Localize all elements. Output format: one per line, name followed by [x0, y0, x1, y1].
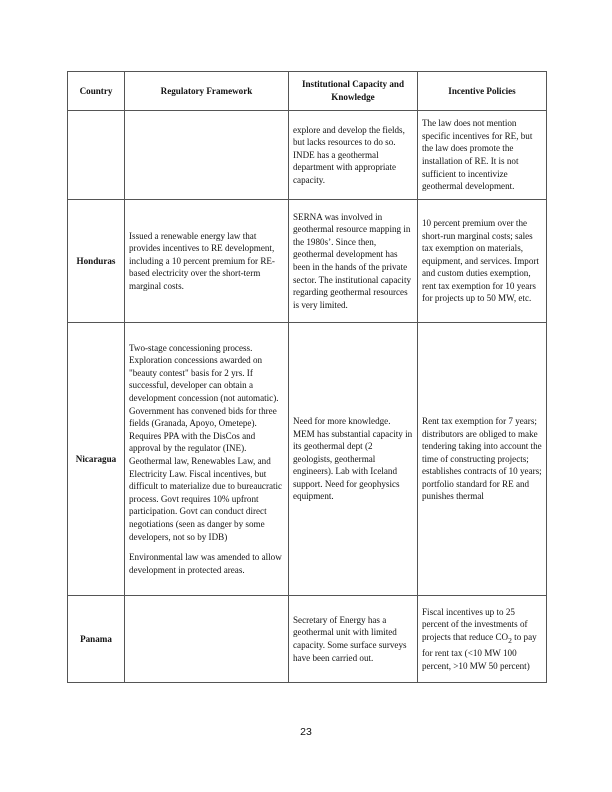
- country-cell: Nicaragua: [68, 323, 125, 596]
- regulatory-cell: [125, 596, 289, 683]
- table-row: [68, 596, 547, 683]
- page-number: 23: [300, 726, 312, 738]
- country-cell: [68, 111, 125, 200]
- regulatory-paragraph: Two-stage concessioning process. Exploration concessions awarded on "beauty contest" basis for 2 yrs. If successful, developer can obtain a development concession (not automatic). Government has convened bids for three fields (Granada, Apoyo, Ometepe). Requires PPA with the DisCos and approval by the regulator (INE). Geothermal law, Renewables Law, and Electricity Law. Fiscal incentives, but difficult to materialize due to bureaucratic process. Govt requires 10% upfront participation. Govt can conduct direct negotiations (seen as danger by some developers, not so by IDB): [129, 342, 283, 542]
- header-country: Country: [68, 72, 125, 111]
- policy-table: [67, 71, 547, 683]
- incentives-cell: [418, 596, 547, 683]
- incentives-text-continued: to pay for rent tax (<10 MW 100 percent, >10 MW 50 percent): [422, 631, 537, 671]
- country-cell: Honduras: [68, 200, 125, 323]
- table-row: [68, 200, 547, 323]
- co2-subscript: 2: [508, 635, 512, 645]
- regulatory-cell: [125, 323, 289, 596]
- table-row: [68, 111, 547, 200]
- header-regulatory-framework: Regulatory Framework: [125, 72, 289, 111]
- table-header-row: [68, 72, 547, 111]
- regulatory-cell: [125, 111, 289, 200]
- table-row: [68, 323, 547, 596]
- capacity-cell: explore and develop the fields, but lacks resources to do so. INDE has a geothermal department with appropriate capacity.: [289, 111, 418, 200]
- incentives-cell: 10 percent premium over the short-run marginal costs; sales tax exemption on materials, equipment, and services. Import and custom duties exemption, rent tax exemption for 10 years for projects up to 50 MW, etc.: [418, 200, 547, 323]
- header-institutional-capacity: Institutional Capacity and Knowledge: [289, 72, 418, 111]
- capacity-cell: Need for more knowledge. MEM has substantial capacity in its geothermal dept (2 geologists, geothermal engineers). Lab with Iceland support. Need for geophysics equipment.: [289, 323, 418, 596]
- regulatory-paragraph-environment: Environmental law was amended to allow development in protected areas.: [129, 552, 282, 575]
- regulatory-cell: Issued a renewable energy law that provides incentives to RE development, including a 10 percent premium for RE-based electricity over the short-term marginal costs.: [125, 200, 289, 323]
- capacity-cell: SERNA was involved in geothermal resource mapping in the 1980s’. Since then, geothermal development has been in the hands of the private sector. The institutional capacity regarding geothermal resources is very limited.: [289, 200, 418, 323]
- incentives-cell: The law does not mention specific incentives for RE, but the law does promote the installation of RE. It is not sufficient to incentivize geothermal development.: [418, 111, 547, 200]
- incentives-text: Fiscal incentives up to 25 percent of the investments of projects that reduce CO: [422, 606, 528, 642]
- header-incentive-policies: Incentive Policies: [418, 72, 547, 111]
- capacity-cell: Secretary of Energy has a geothermal unit with limited capacity. Some surface surveys have been carried out.: [289, 596, 418, 683]
- country-cell: Panama: [68, 596, 125, 683]
- incentives-cell: Rent tax exemption for 7 years; distributors are obliged to make tendering taking into account the time of constructing projects; establishes contracts of 10 years; portfolio standard for RE and punishes thermal: [418, 323, 547, 596]
